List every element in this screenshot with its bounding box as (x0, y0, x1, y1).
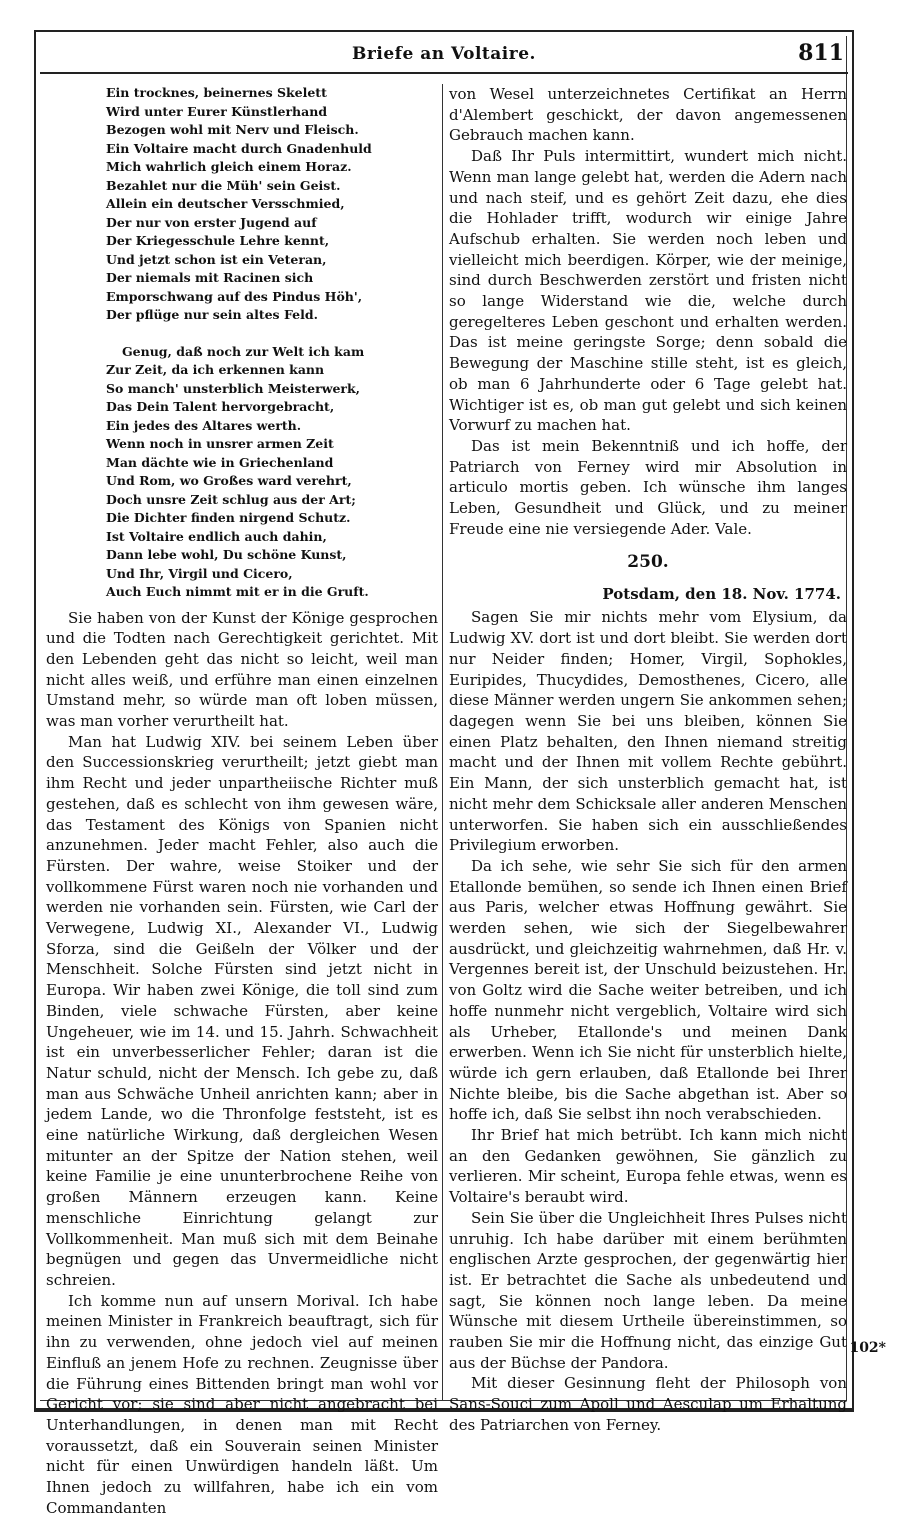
body-paragraph: Sein Sie über die Ungleichheit Ihres Pulses nicht unruhig. Ich habe darüber mit einem berühmten englischen Arzte gesprochen, der gegenwärtig hier ist. Er betrachtet die Sache als unbedeutend und sagt, Sie können noch lange leben. Da meine Wünsche mit diesem Urtheile übereinstimmen, so rauben Sie mir die Hoffnung nicht, das einzige Gut aus der Büchse der Pandora. (449, 1208, 847, 1372)
body-paragraph: Ich komme nun auf unsern Morival. Ich habe meinen Minister in Frankreich beauftragt, sich für ihn zu verwenden, ohne jedoch viel auf meinen Einfluß an jenem Hofe zu rechnen. Zeugnisse über die Führung eines Bittenden bringt man wohl vor Gericht vor; sie sind aber nicht angebracht bei Unterhandlungen, in denen man mit Recht voraussetzt, daß ein Souverain seinen Minister nicht für einen Unwürdigen handeln läßt. Um Ihnen jedoch zu willfahren, habe ich ein vom Commandanten (46, 1291, 438, 1517)
poem-line: Emporschwang auf des Pindus Höh', (106, 288, 363, 304)
poem-stanza-1 (106, 84, 438, 325)
body-paragraph: Das ist mein Bekenntniß und ich hoffe, der Patriarch von Ferney wird mir Absolution in articulo mortis geben. Ich wünsche ihm langes Leben, Gesundheit und Glück, und zu meiner Freude eine nie versiegende Ader. Vale. (449, 436, 847, 538)
poem-line: Der nur von erster Jugend auf (106, 214, 317, 230)
poem-line: Bezogen wohl mit Nerv und Fleisch. (106, 122, 359, 137)
letter-number: 250. (627, 552, 669, 573)
left-column (46, 84, 438, 1518)
poem-line: Und Ihr, Virgil und Cicero, (106, 565, 293, 581)
running-header (40, 36, 848, 72)
body-paragraph: Daß Ihr Puls intermittirt, wundert mich nicht. Wenn man lange gelebt hat, werden die Adern nach und nach steif, und es gehört Zeit dazu, ehe dies die Hohlader trifft, wodurch wir einige Jahre Aufschub erhalten. Sie werden noch leben und vielleicht mich beerdigen. Körper, wie der meinige, sind durch Beschwerden zerstört und fristen nicht so lange Widerstand wie die, welche durch geregelteres Leben geschont und erhalten werden. Das ist meine geringste Sorge; denn sobald die Bewegung der Maschine stille steht, ist es gleich, ob man 6 Jahrhunderte oder 6 Tage gelebt hat. Wichtiger ist es, ob man gut gelebt und sich keinen Vorwurf zu machen hat. (449, 147, 847, 435)
poem-line: Ein trocknes, beinernes Skelett (106, 85, 327, 100)
body-paragraph: Da ich sehe, wie sehr Sie sich für den armen Etallonde bemühen, so sende ich Ihnen einen Brief aus Paris, welcher etwas Hoffnung gewährt. Sie werden sehen, wie sich der Siegelbewahrer ausdrückt, und gleichzeitig wahrnehmen, daß Hr. v. Vergennes bereit ist, der Unschuld beizustehen. Hr. von Goltz wird die Sache weiter betreiben, und ich hoffe nunmehr nicht vergeblich, Voltaire wird sich als Urheber, Etallonde's und meinen Dank erwerben. Wenn ich Sie nicht für unsterblich hielte, würde ich gern erlauben, daß Etallonde bei Ihrer Nichte bleibe, bis die Sache abgethan ist. Aber so hoffe ich, daß Sie selbst ihn noch verabschieden. (449, 856, 847, 1124)
body-paragraph: Man hat Ludwig XIV. bei seinem Leben über den Successionskrieg verurtheilt; jetzt giebt man ihm Recht und jeder unpartheiische Richter muß gestehen, daß es schlecht von ihm gewesen wäre, das Testament des Königs von Spanien nicht anzunehmen. Jeder macht Fehler, also auch die Fürsten. Der wahre, weise Stoiker und der vollkommene Fürst waren noch nie vorhanden und werden nie vorhanden sein. Fürsten, wie Carl der Verwegene, Ludwig XI., Alexander VI., Ludwig Sforza, sind die Geißeln der Völker und der Menschheit. Solche Fürsten sind jetzt nicht in Europa. Wir haben zwei Könige, die toll sind zum Binden, viele schwache Fürsten, aber keine Ungeheuer, wie im 14. und 15. Jahrh. Schwachheit ist ein unverbesserlicher Fehler; daran ist die Natur schuld, nicht der Mensch. Ich gebe zu, daß man aus Schwäche Unheil anrichten kann; aber in jedem Lande, wo die Thronfolge feststeht, ist es eine natürliche Wirkung, daß dergleichen Wesen mitunter an der Spitze der Nation stehen, weil keine Familie je eine ununterbrochene Reihe von großen Männern erzeugen kann. Keine menschliche Einrichtung gelangt zur Vollkommenheit. Man muß sich mit dem Beinahe begnügen und gegen das Unvermeidliche nicht schreien. (46, 732, 438, 1289)
poem-line: Dann lebe wohl, Du schöne Kunst, (106, 547, 347, 562)
body-paragraph: Ihr Brief hat mich betrübt. Ich kann mich nicht an den Gedanken gewöhnen, Sie gänzlich zu verlieren. Mir scheint, Europa fehle etwas, wenn es Voltaire's beraubt wird. (449, 1126, 847, 1207)
poem-line: Wird unter Eurer Künstlerhand (106, 103, 328, 119)
poem-line: Der niemals mit Racinen sich (106, 270, 314, 285)
letter-dateline: Potsdam, den 18. Nov. 1774. (602, 585, 841, 604)
poem-line: Zur Zeit, da ich erkennen kann (106, 362, 325, 377)
body-paragraph: Mit dieser Gesinnung fleht der Philosoph von Sans-Souci zum Apoll und Aesculap um Erhaltung des Patriarchen von Ferney. (449, 1374, 847, 1434)
page-number: 811 (798, 40, 844, 66)
stanza-gap (106, 325, 438, 343)
poem-line: So manch' unsterblich Meisterwerk, (106, 380, 361, 396)
body-paragraph: Sie haben von der Kunst der Könige gesprochen und die Todten nach Gerechtigkeit gerichtet. Mit den Lebenden geht das nicht so leicht, weil man nicht alles weiß, und erführe man einen einzelnen Umstand mehr, so würde man oft loben müssen, was man vorher verurtheilt hat. (46, 608, 438, 731)
poem-line: Und Rom, wo Großes ward verehrt, (106, 473, 352, 488)
poem-line: Bezahlet nur die Müh' sein Geist. (106, 177, 341, 193)
body-paragraph: von Wesel unterzeichnetes Certifikat an Herrn d'Alembert geschickt, der davon angemessenen Gebrauch machen kann. (449, 85, 847, 145)
poem-line: Das Dein Talent hervorgebracht, (106, 399, 335, 414)
body-paragraph: Sagen Sie mir nichts mehr vom Elysium, da Ludwig XV. dort ist und dort bleibt. Sie werden dort nur Neider finden; Homer, Virgil, Sophokles, Euripides, Thucydides, Demosthenes, Cicero, alle diese Männer werden ungern Sie ankommen sehen; dagegen wenn Sie bei uns bleiben, können Sie einen Platz behalten, den Ihnen niemand streitig macht und der Ihnen mit vollem Rechte gebührt. Ein Mann, der sich unsterblich gemacht hat, ist nicht mehr dem Schicksale aller anderen Menschen unterworfen. Sie haben sich ein ausschließendes Privilegium erworben. (449, 608, 847, 855)
poem-line: Allein ein deutscher Versschmied, (106, 196, 345, 211)
signature-mark: 102* (849, 1340, 886, 1356)
poem (46, 84, 438, 602)
poem-line: Und jetzt schon ist ein Veteran, (106, 251, 327, 267)
poem-line: Der Kriegesschule Lehre kennt, (106, 233, 330, 248)
poem-line: Ist Voltaire endlich auch dahin, (106, 528, 327, 544)
poem-line: Man dächte wie in Griechenland (106, 454, 334, 470)
poem-line: Auch Euch nimmt mit er in die Gruft. (106, 584, 369, 599)
poem-line: Ein jedes des Altares werth. (106, 417, 302, 433)
poem-line: Ein Voltaire macht durch Gnadenhuld (106, 140, 372, 156)
poem-line: Der pflüge nur sein altes Feld. (106, 307, 318, 322)
column-divider (442, 84, 443, 1400)
header-rule (40, 72, 848, 74)
poem-line: Die Dichter finden nirgend Schutz. (106, 510, 351, 525)
poem-line: Genug, daß noch zur Welt ich kam (122, 343, 365, 359)
right-column (449, 84, 847, 1436)
poem-line: Mich wahrlich gleich einem Horaz. (106, 159, 352, 174)
poem-line: Wenn noch in unsrer armen Zeit (106, 436, 334, 451)
running-title: Briefe an Voltaire. (352, 44, 536, 64)
poem-stanza-2 (106, 343, 438, 602)
poem-line: Doch unsre Zeit schlug aus der Art; (106, 491, 356, 507)
